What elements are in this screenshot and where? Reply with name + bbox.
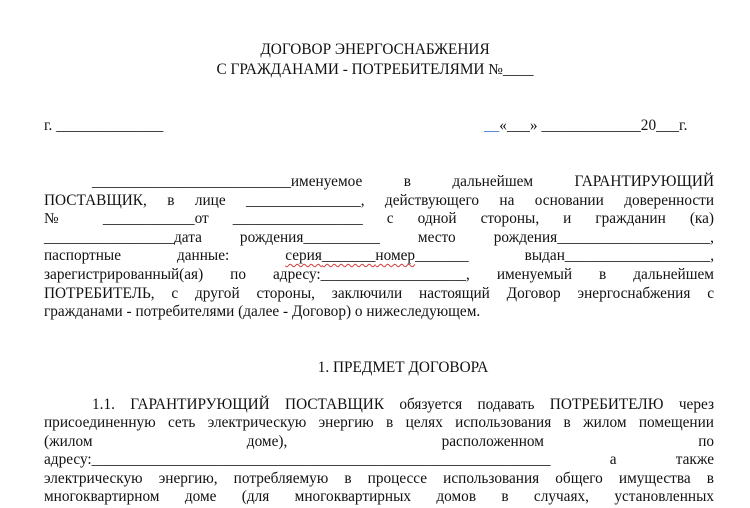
city-field: г. ______________ [44,117,164,134]
date-field: __«___» _____________20___г. [484,117,688,134]
clause-1-1-line-5: электрическую энергию, потребляемую в процессе использования общего имущества в [44,470,714,487]
preamble-line-4: _________________дата рождения__________ место рождения____________________, [44,229,715,246]
preamble-line-5: паспортные данные: серия_______номер_______ выдан___________________, [44,247,715,264]
clause-1-1-line-4: адресу:____________________________________________________________ а также [44,451,715,468]
section-1-heading: 1. ПРЕДМЕТ ДОГОВОРА [317,359,489,376]
clause-1-1-line-6: многоквартирном доме (для многоквартирных домов в случаях, установленных [44,488,714,505]
doc-title-line2: С ГРАЖДАНАМИ - ПОТРЕБИТЕЛЯМИ №____ [216,61,534,78]
preamble-line-6: зарегистрированный(ая) по адресу:___________________, именуемый в дальнейшем [44,266,714,283]
clause-1-1-line-3: (жилом доме), расположенном по [44,433,715,450]
preamble-line-7: ПОТРЕБИТЕЛЬ, с другой стороны, заключили настоящий Договор энергоснабжения с [44,285,714,302]
clause-1-1-line-2: присоединенную сеть электрическую энергию в целях использования в жилом помещении [44,414,714,431]
preamble-line-2: ПОСТАВЩИК, в лице _______________, действующего на основании доверенности [44,192,715,209]
clause-1-1-line-1: 1.1. ГАРАНТИРУЮЩИЙ ПОСТАВЩИК обязуется подавать ПОТРЕБИТЕЛЮ через [92,396,714,413]
preamble-line-1: __________________________именуемое в дальнейшем ГАРАНТИРУЮЩИЙ [92,173,714,190]
preamble-line-3: № ____________от _________________ с одной стороны, и гражданин (ка) [44,210,714,227]
doc-title-line1: ДОГОВОР ЭНЕРГОСНАБЖЕНИЯ [260,41,490,58]
date-cursor-mark: __ [484,117,500,134]
preamble-line-8: гражданами - потребителями (далее - Договор) о нижеследующем. [44,303,481,320]
